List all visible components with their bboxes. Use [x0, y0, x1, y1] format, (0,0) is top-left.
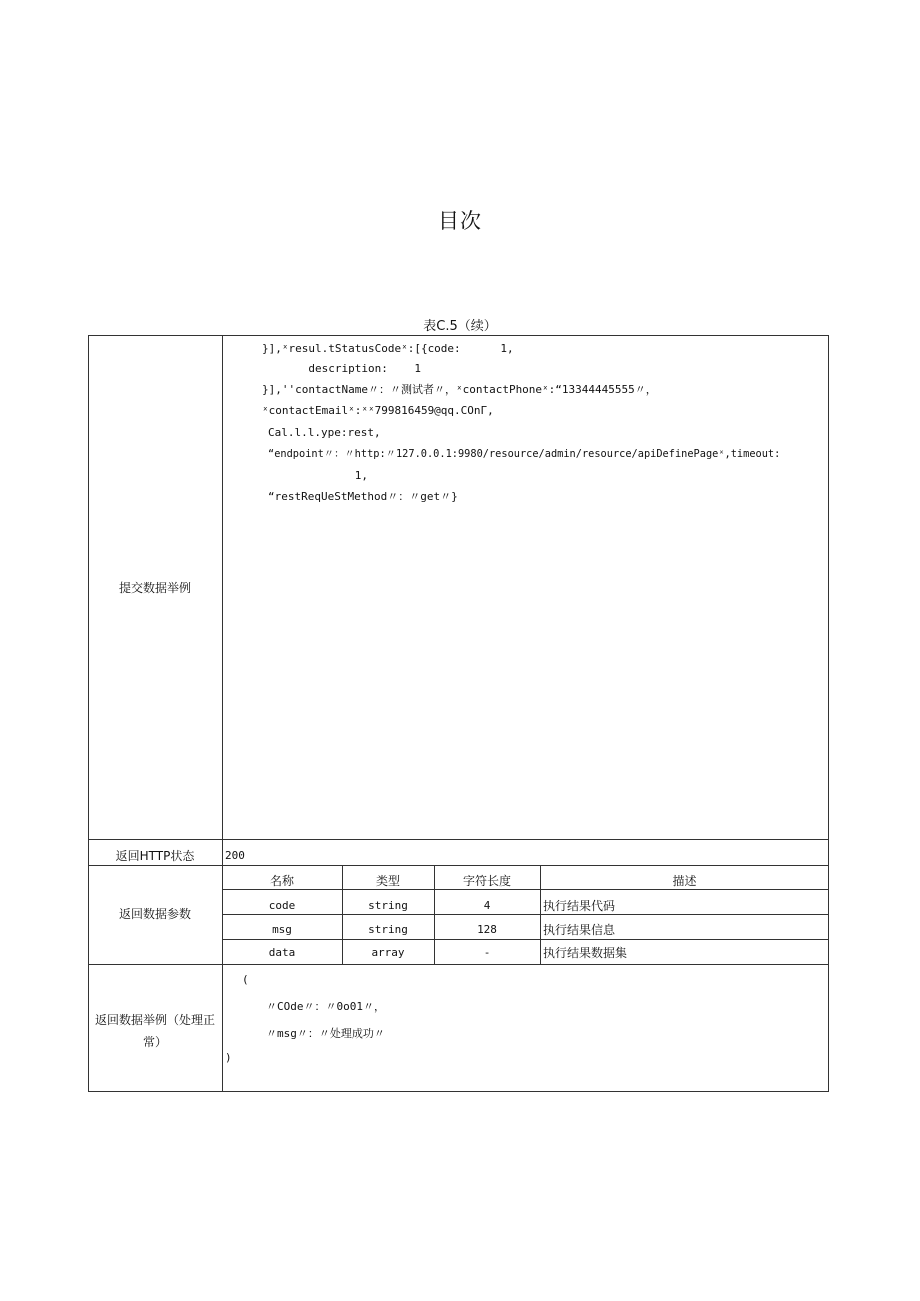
param-length: -	[483, 946, 491, 959]
table-caption: 表C.5（续）	[423, 319, 497, 334]
return-example-label-line2: 常）	[142, 1035, 167, 1049]
code-line: description: 1	[262, 362, 421, 375]
param-header-length: 字符长度	[462, 874, 511, 888]
param-name: msg	[272, 923, 292, 936]
return-close-brace: )	[225, 1051, 232, 1064]
page-title: 目次	[438, 209, 482, 233]
submit-example-label: 提交数据举例	[118, 581, 191, 595]
code-line: 1,	[262, 469, 368, 482]
http-status-value: 200	[225, 849, 245, 862]
param-header-name: 名称	[269, 874, 294, 888]
param-length: 128	[477, 923, 497, 936]
code-line: “restReqUeStMethod〃：〃get〃}	[268, 490, 458, 503]
param-length: 4	[483, 899, 491, 912]
http-status-label: 返回HTTP状态	[115, 849, 195, 863]
param-type: string	[368, 923, 408, 936]
return-params-label: 返回数据参数	[118, 907, 191, 921]
code-line: “endpoint〃：〃http:〃127.0.0.1:9980/resource/admin/resource/apiDefinePageˣ,timeout:	[268, 448, 781, 460]
code-line: }],ˣresul.tStatusCodeˣ:[{code: 1,	[262, 342, 514, 355]
param-header-type: 类型	[375, 874, 400, 888]
param-row-divider	[222, 939, 829, 940]
row-divider	[88, 964, 829, 965]
param-name: data	[268, 946, 296, 959]
return-example-label	[88, 1009, 222, 1053]
row-divider	[88, 839, 829, 840]
param-header-desc: 描述	[672, 874, 697, 888]
param-row-divider	[222, 914, 829, 915]
param-desc: 执行结果数据集	[543, 946, 628, 960]
return-code-line: 〃COde〃：〃0o01〃，	[266, 1000, 385, 1013]
return-open-brace: (	[242, 973, 249, 986]
label-column-divider	[222, 335, 223, 1092]
param-type: array	[371, 946, 405, 959]
param-desc: 执行结果代码	[543, 899, 616, 913]
code-line: Cal.l.l.ype:rest,	[268, 426, 381, 439]
code-line: }],''contactName〃：〃测试者〃，ˣcontactPhoneˣ:“13344445555〃，	[262, 383, 657, 396]
param-name: code	[268, 899, 296, 912]
return-msg-line: 〃msg〃：〃处理成功〃	[266, 1027, 385, 1040]
param-type: string	[368, 899, 408, 912]
param-row-divider	[222, 889, 829, 890]
return-example-label-line1: 返回数据举例（处理正	[94, 1013, 215, 1027]
param-desc: 执行结果信息	[543, 923, 616, 937]
code-line: ˣcontactEmailˣ:ˣˣ799816459@qq.COnΓ,	[262, 404, 494, 417]
